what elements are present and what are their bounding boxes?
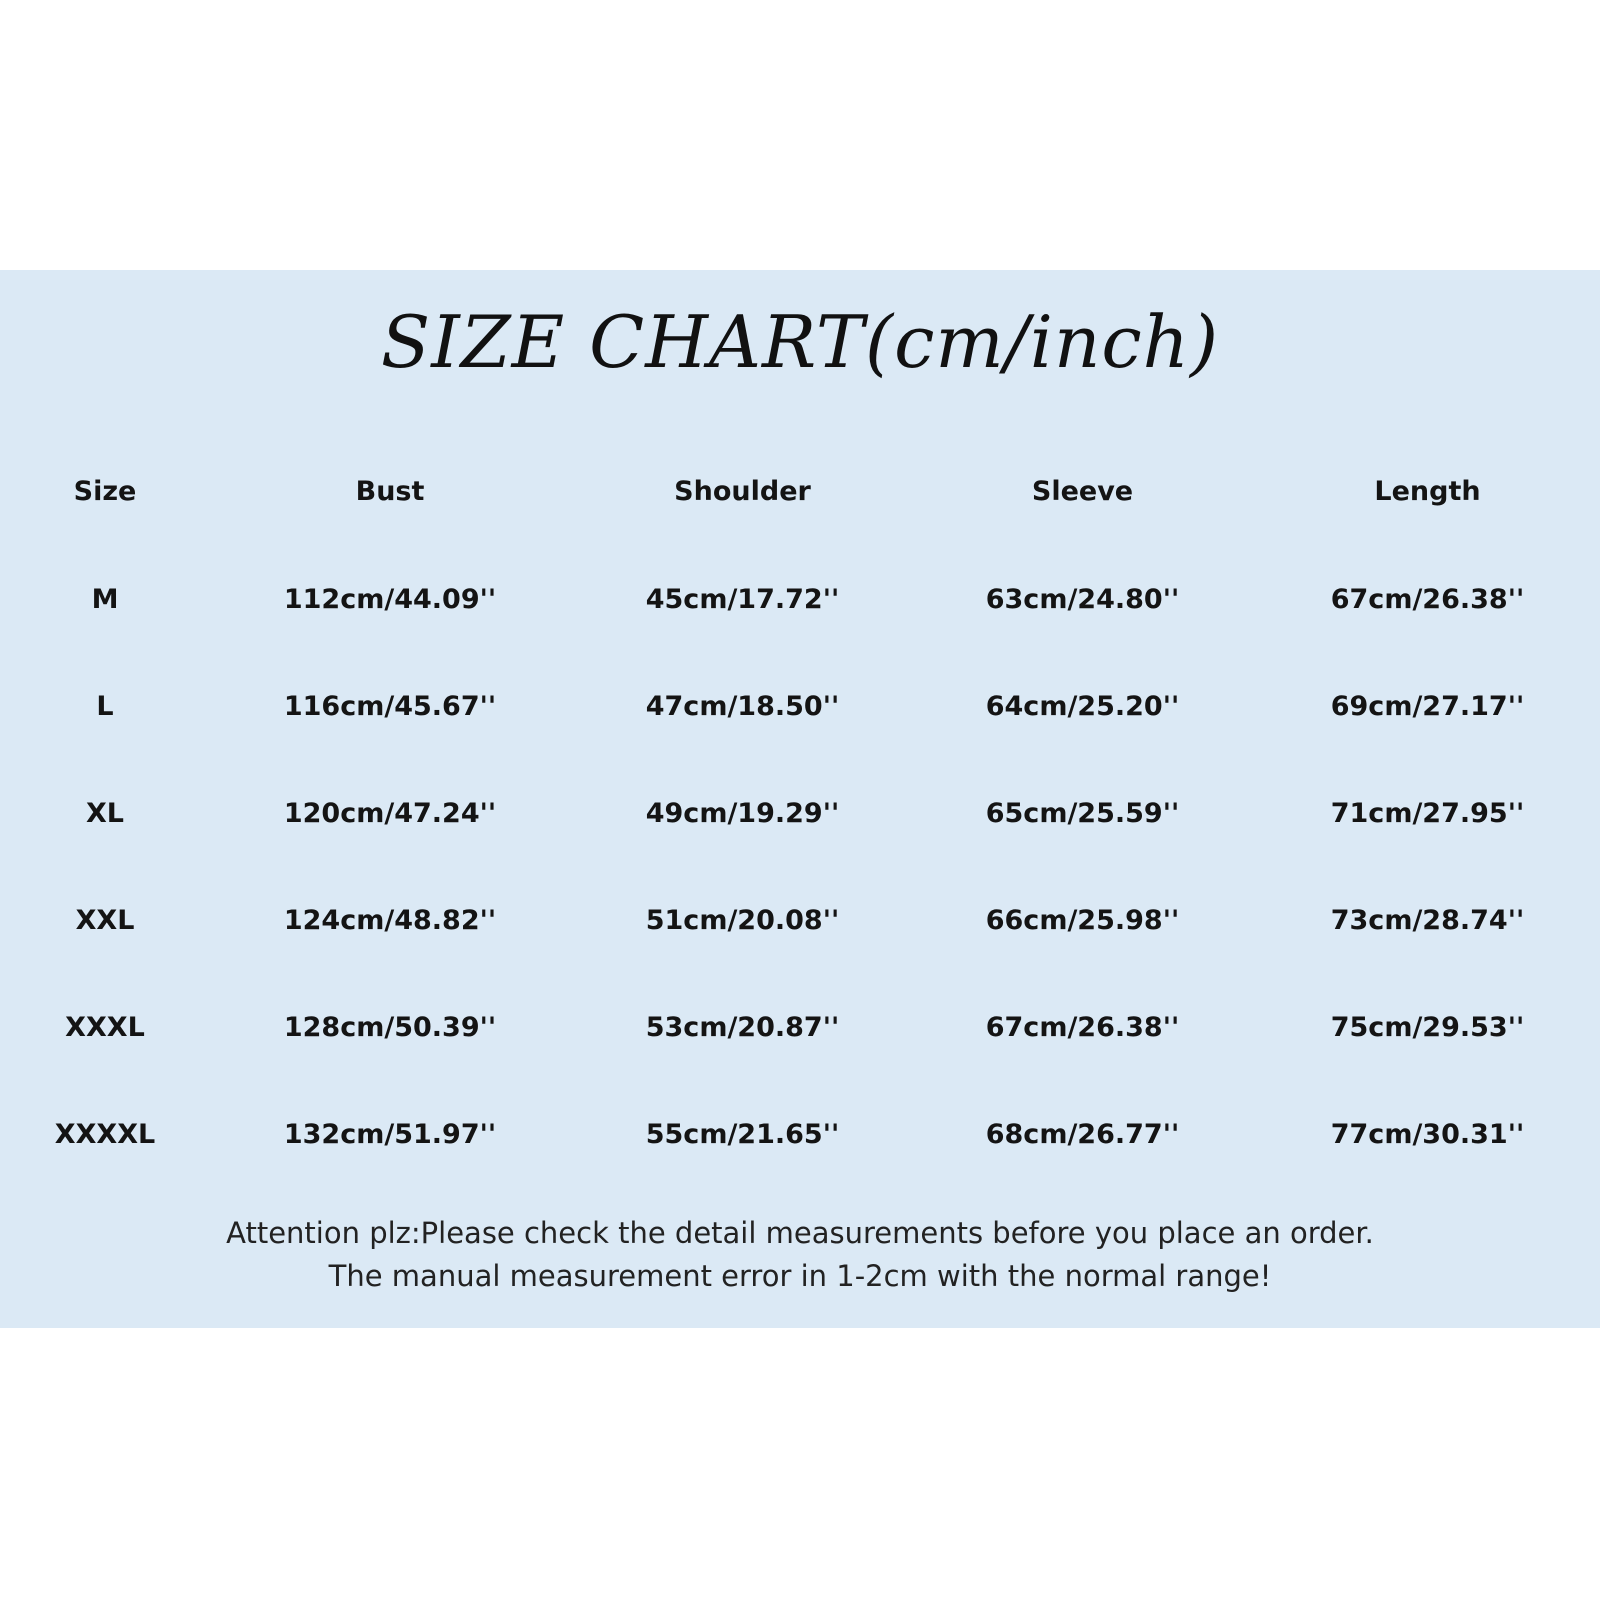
- bust-cell: 116cm/45.67'': [283, 691, 497, 722]
- length-cell: 71cm/27.95'': [1330, 798, 1525, 829]
- length-cell: 69cm/27.17'': [1330, 691, 1525, 722]
- table-header-row: [0, 462, 1600, 522]
- size-cell: XXXL: [65, 1012, 145, 1043]
- length-cell: 73cm/28.74'': [1330, 905, 1525, 936]
- header-bust: Bust: [355, 476, 425, 507]
- shoulder-cell: 45cm/17.72'': [645, 584, 840, 615]
- measurement-error-note-line: The manual measurement error in 1-2cm with the normal range!: [328, 1259, 1272, 1293]
- sleeve-cell: 64cm/25.20'': [985, 691, 1180, 722]
- shoulder-cell: 55cm/21.65'': [645, 1119, 840, 1150]
- sleeve-cell: 63cm/24.80'': [985, 584, 1180, 615]
- shoulder-cell: 53cm/20.87'': [645, 1012, 840, 1043]
- table-row: [0, 570, 1600, 630]
- table-row: [0, 998, 1600, 1058]
- bust-cell: 124cm/48.82'': [283, 905, 497, 936]
- bust-cell: 120cm/47.24'': [283, 798, 497, 829]
- header-shoulder: Shoulder: [674, 476, 811, 507]
- size-cell: XL: [85, 798, 125, 829]
- bust-cell: 132cm/51.97'': [283, 1119, 497, 1150]
- table-row: [0, 891, 1600, 951]
- header-length: Length: [1374, 476, 1481, 507]
- header-size: Size: [73, 476, 137, 507]
- bust-cell: 128cm/50.39'': [283, 1012, 497, 1043]
- header-sleeve: Sleeve: [1031, 476, 1134, 507]
- length-cell: 75cm/29.53'': [1330, 1012, 1525, 1043]
- table-row: [0, 1105, 1600, 1165]
- sleeve-cell: 65cm/25.59'': [985, 798, 1180, 829]
- size-cell: M: [91, 584, 119, 615]
- bust-cell: 112cm/44.09'': [283, 584, 497, 615]
- sleeve-cell: 66cm/25.98'': [985, 905, 1180, 936]
- attention-note-line: Attention plz:Please check the detail measurements before you place an order.: [226, 1216, 1374, 1250]
- shoulder-cell: 47cm/18.50'': [645, 691, 840, 722]
- size-cell: XXL: [75, 905, 135, 936]
- sleeve-cell: 67cm/26.38'': [985, 1012, 1180, 1043]
- sleeve-cell: 68cm/26.77'': [985, 1119, 1180, 1150]
- shoulder-cell: 51cm/20.08'': [645, 905, 840, 936]
- size-cell: XXXXL: [54, 1119, 156, 1150]
- length-cell: 67cm/26.38'': [1330, 584, 1525, 615]
- size-cell: L: [96, 691, 114, 722]
- attention-notes: [0, 1212, 1600, 1298]
- table-row: [0, 784, 1600, 844]
- shoulder-cell: 49cm/19.29'': [645, 798, 840, 829]
- length-cell: 77cm/30.31'': [1330, 1119, 1525, 1150]
- table-row: [0, 677, 1600, 737]
- chart-title: SIZE CHART(cm/inch): [380, 300, 1220, 384]
